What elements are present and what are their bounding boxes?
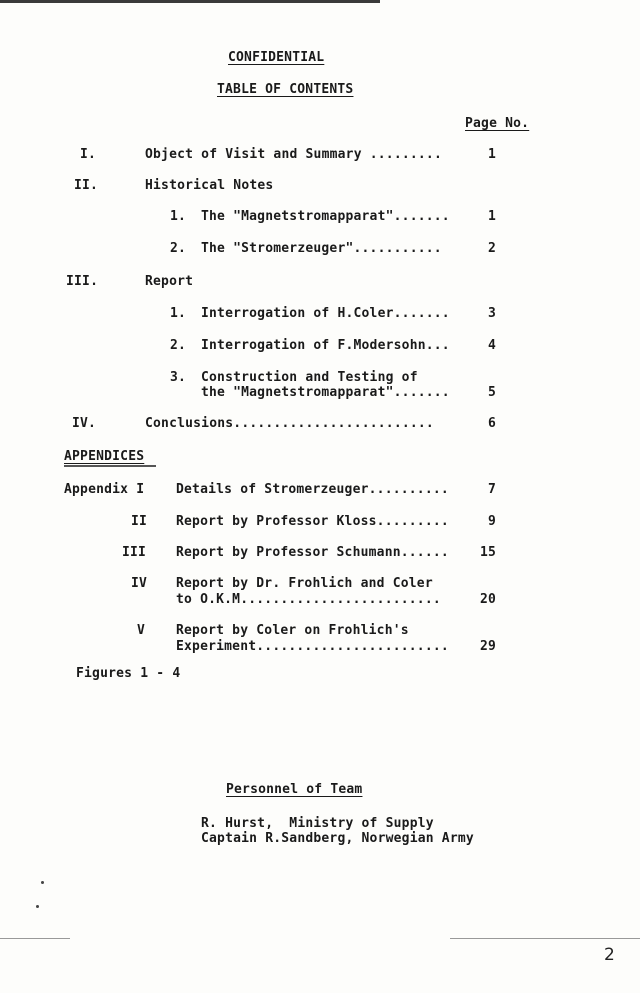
entry-number: 1. xyxy=(170,306,187,321)
entry-label: Report xyxy=(145,274,194,289)
appendix-label: Report by Professor Kloss......... xyxy=(176,514,449,529)
entry-number: 3. xyxy=(170,370,187,385)
appendix-page: 9 xyxy=(488,514,497,529)
entry-label: Interrogation of F.Modersohn... xyxy=(201,338,450,353)
entry-number: 1. xyxy=(170,209,187,224)
toc-title: TABLE OF CONTENTS xyxy=(217,82,354,97)
appendix-number: III xyxy=(122,545,147,560)
classification-heading: CONFIDENTIAL xyxy=(228,50,325,65)
entry-label: The "Stromerzeuger"........... xyxy=(201,241,442,256)
entry-number: I. xyxy=(80,147,97,162)
entry-page: 3 xyxy=(488,306,497,321)
appendix-label-continued: Experiment........................ xyxy=(176,639,449,654)
appendix-label: Details of Stromerzeuger.......... xyxy=(176,482,449,497)
team-member: R. Hurst, Ministry of Supply xyxy=(201,816,434,831)
team-member: Captain R.Sandberg, Norwegian Army xyxy=(201,831,474,846)
appendix-page: 7 xyxy=(488,482,497,497)
entry-number: IV. xyxy=(72,416,97,431)
appendices-heading: APPENDICES xyxy=(64,449,145,464)
appendix-page: 20 xyxy=(480,592,497,607)
entry-page: 1 xyxy=(488,209,497,224)
scan-artifact-line xyxy=(0,938,70,939)
appendix-page: 15 xyxy=(480,545,497,560)
entry-number: III. xyxy=(66,274,99,289)
entry-page: 4 xyxy=(488,338,497,353)
appendix-number: IV xyxy=(131,576,148,591)
appendix-number: II xyxy=(131,514,148,529)
entry-label: Interrogation of H.Coler....... xyxy=(201,306,450,321)
entry-page: 1 xyxy=(488,147,497,162)
appendix-label: Report by Dr. Frohlich and Coler xyxy=(176,576,433,591)
appendix-number: Appendix I xyxy=(64,482,145,497)
entry-number: 2. xyxy=(170,241,187,256)
entry-label: Object of Visit and Summary ......... xyxy=(145,147,442,162)
entry-label: The "Magnetstromapparat"....... xyxy=(201,209,450,224)
scan-speck xyxy=(36,905,39,908)
figures-note: Figures 1 - 4 xyxy=(76,666,181,681)
top-edge-rule xyxy=(0,0,380,3)
entry-label: Conclusions......................... xyxy=(145,416,434,431)
entry-page: 5 xyxy=(488,385,497,400)
entry-label: Historical Notes xyxy=(145,178,274,193)
page-column-label: Page No. xyxy=(465,116,530,131)
appendix-label-continued: to O.K.M......................... xyxy=(176,592,441,607)
page-number: 2 xyxy=(604,945,615,965)
appendix-label: Report by Coler on Frohlich's xyxy=(176,623,409,638)
entry-page: 6 xyxy=(488,416,497,431)
entry-number: II. xyxy=(74,178,99,193)
scan-artifact-line xyxy=(450,938,640,939)
personnel-heading: Personnel of Team xyxy=(226,782,363,797)
entry-number: 2. xyxy=(170,338,187,353)
entry-label: Construction and Testing of xyxy=(201,370,418,385)
entry-page: 2 xyxy=(488,241,497,256)
entry-label-continued: the "Magnetstromapparat"....... xyxy=(201,385,450,400)
appendix-label: Report by Professor Schumann...... xyxy=(176,545,449,560)
appendices-underline xyxy=(64,465,156,467)
scan-speck xyxy=(41,881,44,884)
appendix-number: V xyxy=(137,623,146,638)
appendix-page: 29 xyxy=(480,639,497,654)
